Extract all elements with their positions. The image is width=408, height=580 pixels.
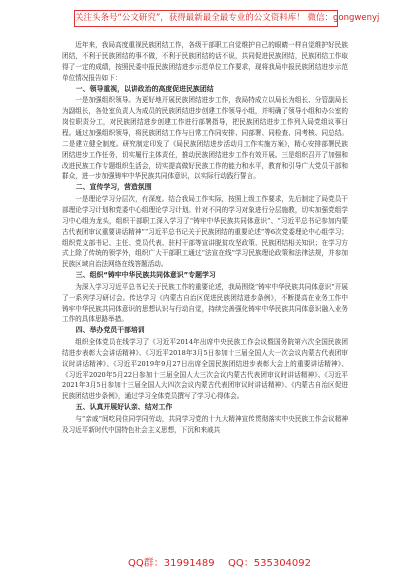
section-3-paragraph: 为深入学习习近平总书记关于民族工作的重要论述，我局围绕“铸牢中华民族共同体意识”开展了一系列学习研讨会。传达学习《内蒙古自治区促进民族团结进步条例》，不断提高在业务工作中铸牢中华民族共同体意识的思想认识与行动自觉，持续完善强化铸牢中华民族共同体意识融入业务工作的具体思路举措。 <box>62 282 348 324</box>
document-body <box>62 40 348 436</box>
qq-group-number: QQ群：31991489 <box>128 558 215 569</box>
section-4-paragraph: 组织全体党员在线学习了《习近平2014年出席中央民族工作会议暨国务院第六次全国民族团结进步表彰大会讲话精神》、《习近平2018年3月5日参加十三届全国人大一次会议内蒙古代表团审议时讲话精神》、《习近平2019年9月27日出席全国民族团结进步表彰大会上的重要讲话精神》、《习近平2020年5月22日参加十三届全国人大三次会议内蒙古代表团审议时讲话精神》、《习近平2021年3月5日参加十三届全国人大四次会议内蒙古代表团审议时讲话精神》、《内蒙古自治区促进民族团结进步条例》，通过学习全体党员撰写了学习心得体会。 <box>62 337 348 401</box>
promo-banner: 关注头条号“公文研究”，获得最新最全最专业的公文资料库！ 微信：gongwenyj <box>74 10 338 27</box>
section-heading-1: 一、领导重视，以讲政治的高度促进民族团结 <box>75 84 214 93</box>
section-heading-3: 三、组织“铸牢中华民族共同体意识”专题学习 <box>75 271 216 280</box>
section-heading-2: 二、宣传学习，营造氛围 <box>75 183 152 192</box>
section-2-paragraph: 一是理论学习分层次，有深度。结合我局工作实际，按照上级工作要求，先后制定了局党员干部理论学习计划和党委中心组理论学习计划。针对不同的学习对象进行分层施教，切实加强党组学习中心组为龙头，组织干部职工深入学习了“铸牢中华民族共同体意识”、“习近平总书记参加内蒙古代表团审议重要讲话精神”“习近平总书记关于民族团结的重要论述”等6次党委理论中心组学习；组织党支部书记、主任、党员代表、驻村干部等宣讲脱贫攻坚政策、民族团结相关知识；在学习方式上除了传统的领学外，组织广大干部职工通过“法宣在线”学习民族理论政策和法律法规，并参加民族区域自治法网络在线答题活动。 <box>62 194 348 269</box>
section-5-paragraph: 与“亲戚”间吃同住同学同劳动，共同学习党的十九大精神宣传贯彻落实中央民族工作会议精神及习近平新时代中国特色社会主义思想，下沉和来戚共 <box>62 414 348 434</box>
contact-footer <box>0 556 408 572</box>
intro-paragraph: 近年来，我局高度重视民族团结工作，各级干部职工自觉维护自己的眼睛一样自觉维护好民族团结，不利于民族团结的事不做，不利于民族团结的话不说，共同促进民族团结，民族团结工作取得了一定的成绩，按照民委申报民族团结进步示范单位工作要求，现将我局申报民族团结进步示范单位情况报告如下： <box>62 41 348 82</box>
qq-contact-number: QQ：535304092 <box>228 558 312 569</box>
section-heading-5: 五、认真开展好认亲、结对工作 <box>75 403 173 412</box>
section-1-paragraph: 一是加强组织领导。为更好地开展民族团结进步工作，我局特成立以局长为组长、分管副局长为副组长，各处室负责人为成员的民族团结进步创建工作领导小组，并明确了领导小组和办公室的岗位职责分工，对民族团结进步创建工作进行部署指导，把民族团结进步工作列入局党组议事日程。通过加强组织领导，将民族团结工作与日常工作同安排、同部署、同检查、同考核、同总结。二是建立健全制度。研究制定印发了《局民族团结进步活动月工作实施方案》，精心安排部署民族团结进步工作任务，切实履行主体责任，推动民族团结进步工作有效开展。三是组织召开了加强和改进民族工作专题组织生活会，切实提高做好民族工作的能力和水平，教育和引导广大党员干部和群众，进一步加强铸牢中华民族共同体意识，以实际行动践行誓言。 <box>62 96 348 181</box>
section-heading-4: 四、举办党员干部培训 <box>75 326 145 335</box>
